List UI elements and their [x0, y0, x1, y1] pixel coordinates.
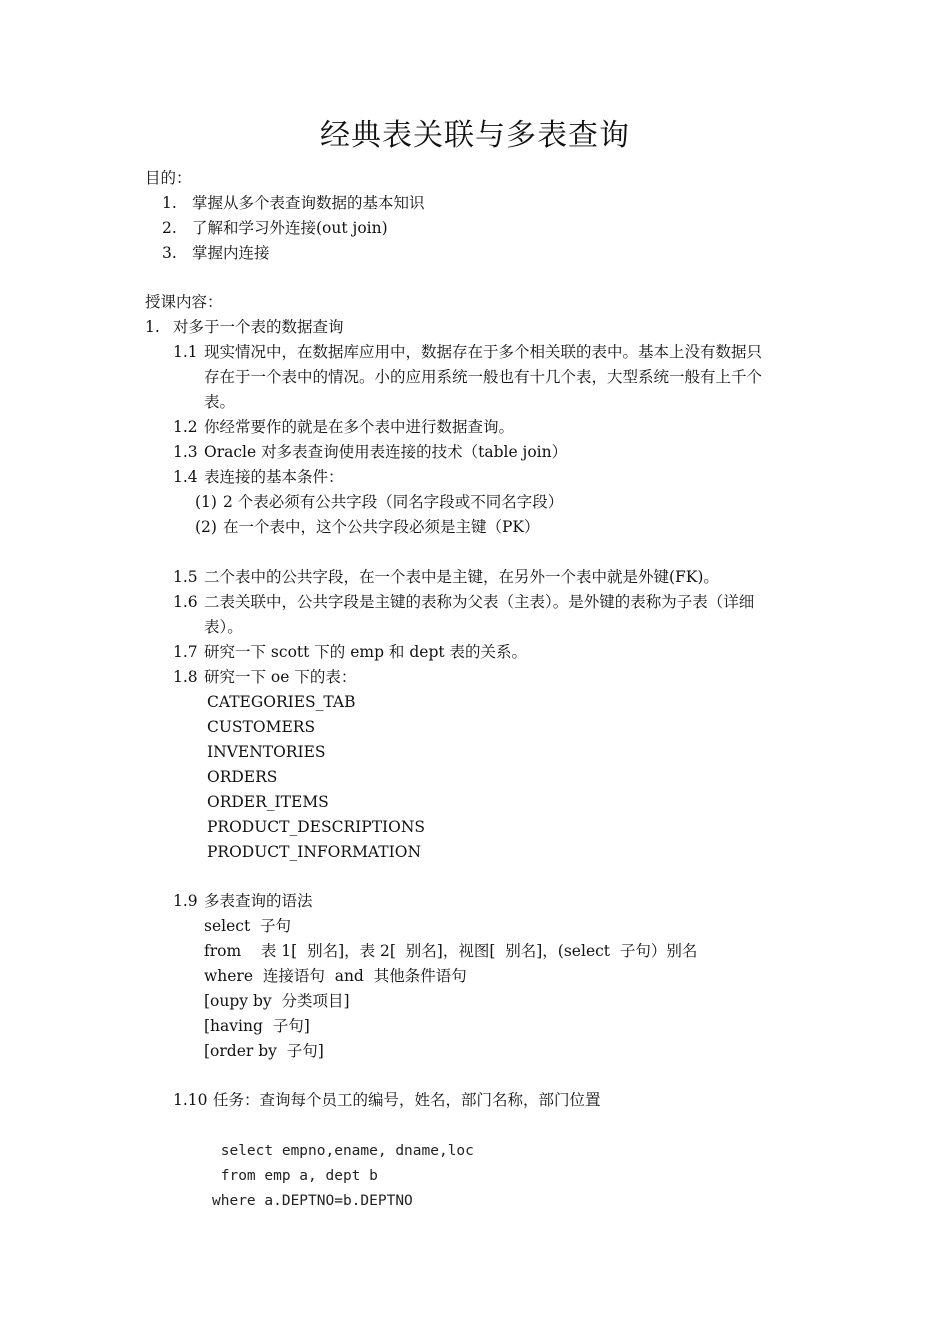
content-heading: 授课内容：	[145, 293, 223, 311]
condition-item	[195, 515, 540, 540]
syntax-line: where 连接语句 and 其他条件语句	[204, 967, 467, 985]
subsection-text: 二表关联中，公共字段是主键的表称为父表（主表）。是外键的表称为子表（详细	[204, 593, 755, 611]
subsection-item	[173, 1088, 601, 1113]
syntax-line: from 表 1[ 别名]，表 2[ 别名]，视图[ 别名]，(select 子句）别名	[204, 942, 698, 960]
subsection-text: 表连接的基本条件：	[204, 468, 344, 486]
goal-item	[162, 191, 425, 216]
subsection-text: 多表查询的语法	[204, 892, 313, 910]
condition-number: (1)	[195, 493, 217, 511]
goal-number: 1.	[162, 194, 177, 212]
section-number: 1.	[145, 318, 160, 336]
subsection-text: 研究一下 oe 下的表：	[204, 668, 357, 686]
section-heading	[145, 315, 344, 340]
subsection-item	[173, 889, 313, 914]
subsection-item	[173, 590, 754, 615]
subsection-text: Oracle 对多表查询使用表连接的技术（table join）	[204, 443, 568, 461]
code-line: select empno,ename, dname,loc	[212, 1143, 474, 1159]
subsection-text: 任务：查询每个员工的编号，姓名，部门名称，部门位置	[213, 1091, 601, 1109]
goals-heading: 目的：	[145, 169, 192, 187]
subsection-item	[173, 665, 356, 690]
table-name: CATEGORIES_TAB	[207, 693, 356, 711]
subsection-number: 1.1	[173, 343, 198, 361]
subsection-text: 现实情况中，在数据库应用中，数据存在于多个相关联的表中。基本上没有数据只	[204, 343, 763, 361]
subsection-continuation: 表。	[204, 393, 236, 411]
subsection-number: 1.10	[173, 1091, 208, 1109]
syntax-line: [order by 子句]	[204, 1042, 324, 1060]
table-name: CUSTOMERS	[207, 718, 316, 736]
subsection-continuation: 表）。	[204, 618, 243, 636]
condition-item	[195, 490, 563, 515]
subsection-number: 1.8	[173, 668, 198, 686]
page-title: 经典表关联与多表查询	[320, 118, 630, 153]
goal-text: 掌握内连接	[192, 244, 270, 262]
table-name: PRODUCT_DESCRIPTIONS	[207, 818, 426, 836]
subsection-number: 1.7	[173, 643, 198, 661]
subsection-item	[173, 465, 344, 490]
subsection-text: 你经常要作的就是在多个表中进行数据查询。	[204, 418, 515, 436]
table-name: INVENTORIES	[207, 743, 326, 761]
goal-item	[162, 241, 270, 266]
condition-text: 在一个表中，这个公共字段必须是主键（PK）	[223, 518, 540, 536]
condition-text: 2 个表必须有公共字段（同名字段或不同名字段）	[223, 493, 564, 511]
subsection-item	[173, 565, 719, 590]
code-line: where a.DEPTNO=b.DEPTNO	[212, 1193, 413, 1209]
subsection-text: 研究一下 scott 下的 emp 和 dept 表的关系。	[204, 643, 528, 661]
subsection-item	[173, 415, 514, 440]
subsection-text: 二个表中的公共字段，在一个表中是主键，在另外一个表中就是外键(FK)。	[204, 568, 719, 586]
goal-text: 了解和学习外连接(out join)	[192, 219, 388, 237]
goal-text: 掌握从多个表查询数据的基本知识	[192, 194, 425, 212]
subsection-number: 1.9	[173, 892, 198, 910]
goal-item	[162, 216, 388, 241]
subsection-item	[173, 340, 762, 365]
table-name: ORDERS	[207, 768, 278, 786]
section-text: 对多于一个表的数据查询	[173, 318, 344, 336]
subsection-number: 1.2	[173, 418, 198, 436]
subsection-number: 1.6	[173, 593, 198, 611]
subsection-number: 1.3	[173, 443, 198, 461]
subsection-item	[173, 440, 567, 465]
syntax-line: [oupy by 分类项目]	[204, 992, 350, 1010]
goal-number: 2.	[162, 219, 177, 237]
subsection-number: 1.4	[173, 468, 198, 486]
subsection-item	[173, 640, 527, 665]
syntax-line: select 子句	[204, 917, 292, 935]
goal-number: 3.	[162, 244, 177, 262]
condition-number: (2)	[195, 518, 217, 536]
subsection-number: 1.5	[173, 568, 198, 586]
subsection-continuation: 存在于一个表中的情况。小的应用系统一般也有十几个表，大型系统一般有上千个	[204, 368, 763, 386]
table-name: PRODUCT_INFORMATION	[207, 843, 422, 861]
code-line: from emp a, dept b	[212, 1168, 378, 1184]
syntax-line: [having 子句]	[204, 1017, 310, 1035]
table-name: ORDER_ITEMS	[207, 793, 329, 811]
